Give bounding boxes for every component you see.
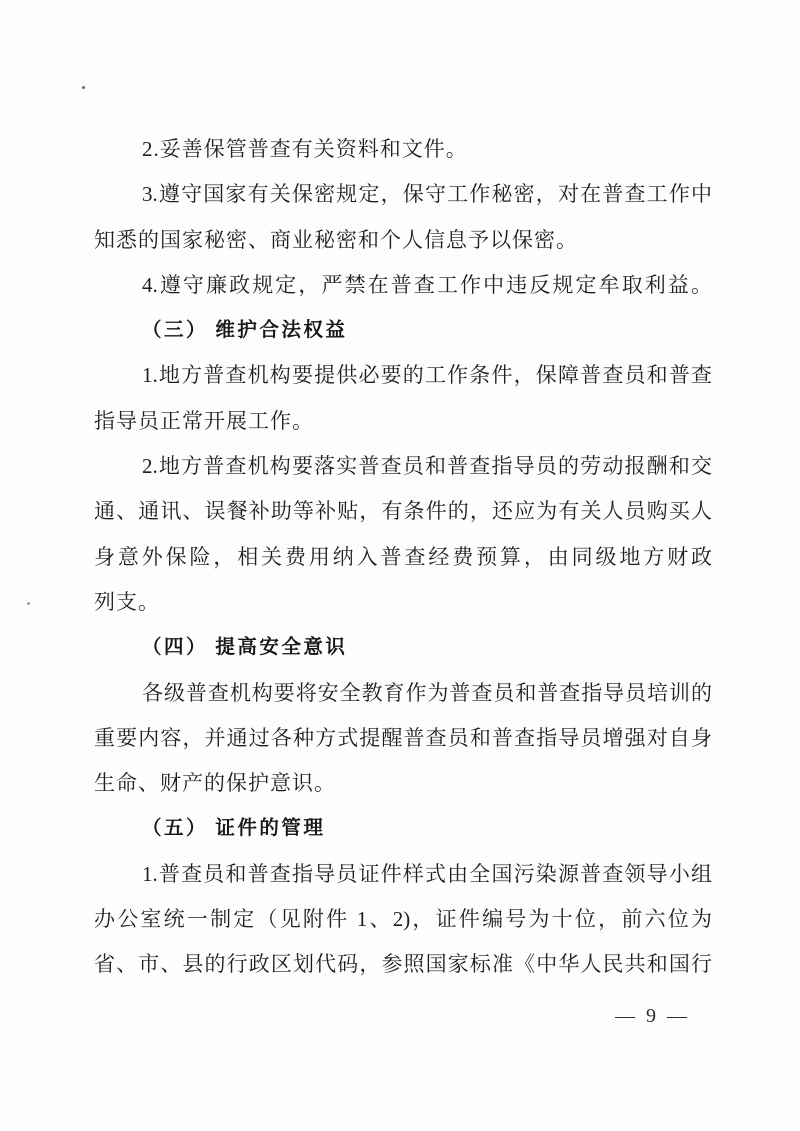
page-number: — 9 — (615, 1005, 690, 1027)
section-heading: （三） 维护合法权益 (142, 320, 348, 342)
text-line: 办公室统一制定（见附件 1、2)，证件编号为十位，前六位为 (94, 907, 712, 932)
text-line: 4.遵守廉政规定，严禁在普查工作中违反规定牟取利益。 (142, 272, 712, 297)
text-line: 重要内容，并通过各种方式提醒普查员和普查指导员增强对自身 (94, 725, 712, 750)
text-line: 2.妥善保管普查有关资料和文件。 (142, 137, 468, 161)
text-line: 生命、财产的保护意识。 (94, 771, 336, 796)
scan-speck (27, 602, 30, 605)
text-line: 1.地方普查机构要提供必要的工作条件，保障普查员和普查 (142, 363, 712, 388)
section-heading: （四） 提高安全意识 (142, 637, 348, 659)
text-line: 3.遵守国家有关保密规定，保守工作秘密，对在普查工作中 (142, 182, 712, 207)
text-line: 1.普查员和普查指导员证件样式由全国污染源普查领导小组 (142, 861, 712, 886)
section-heading: （五） 证件的管理 (142, 818, 326, 840)
text-line: 省、市、县的行政区划代码，参照国家标准《中华人民共和国行 (94, 952, 712, 977)
document-body (94, 127, 712, 988)
text-line: 2.地方普查机构要落实普查员和普查指导员的劳动报酬和交 (142, 454, 712, 479)
text-line: 各级普查机构要将安全教育作为普查员和普查指导员培训的 (142, 680, 712, 705)
text-line: 指导员正常开展工作。 (94, 408, 314, 433)
text-line: 通、通讯、误餐补助等补贴，有条件的，还应为有关人员购买人 (94, 499, 712, 524)
scan-speck (82, 86, 85, 89)
text-line: 列支。 (94, 589, 160, 614)
text-line: 知悉的国家秘密、商业秘密和个人信息予以保密。 (94, 227, 578, 252)
text-line: 身意外保险，相关费用纳入普查经费预算，由同级地方财政 (94, 544, 712, 569)
